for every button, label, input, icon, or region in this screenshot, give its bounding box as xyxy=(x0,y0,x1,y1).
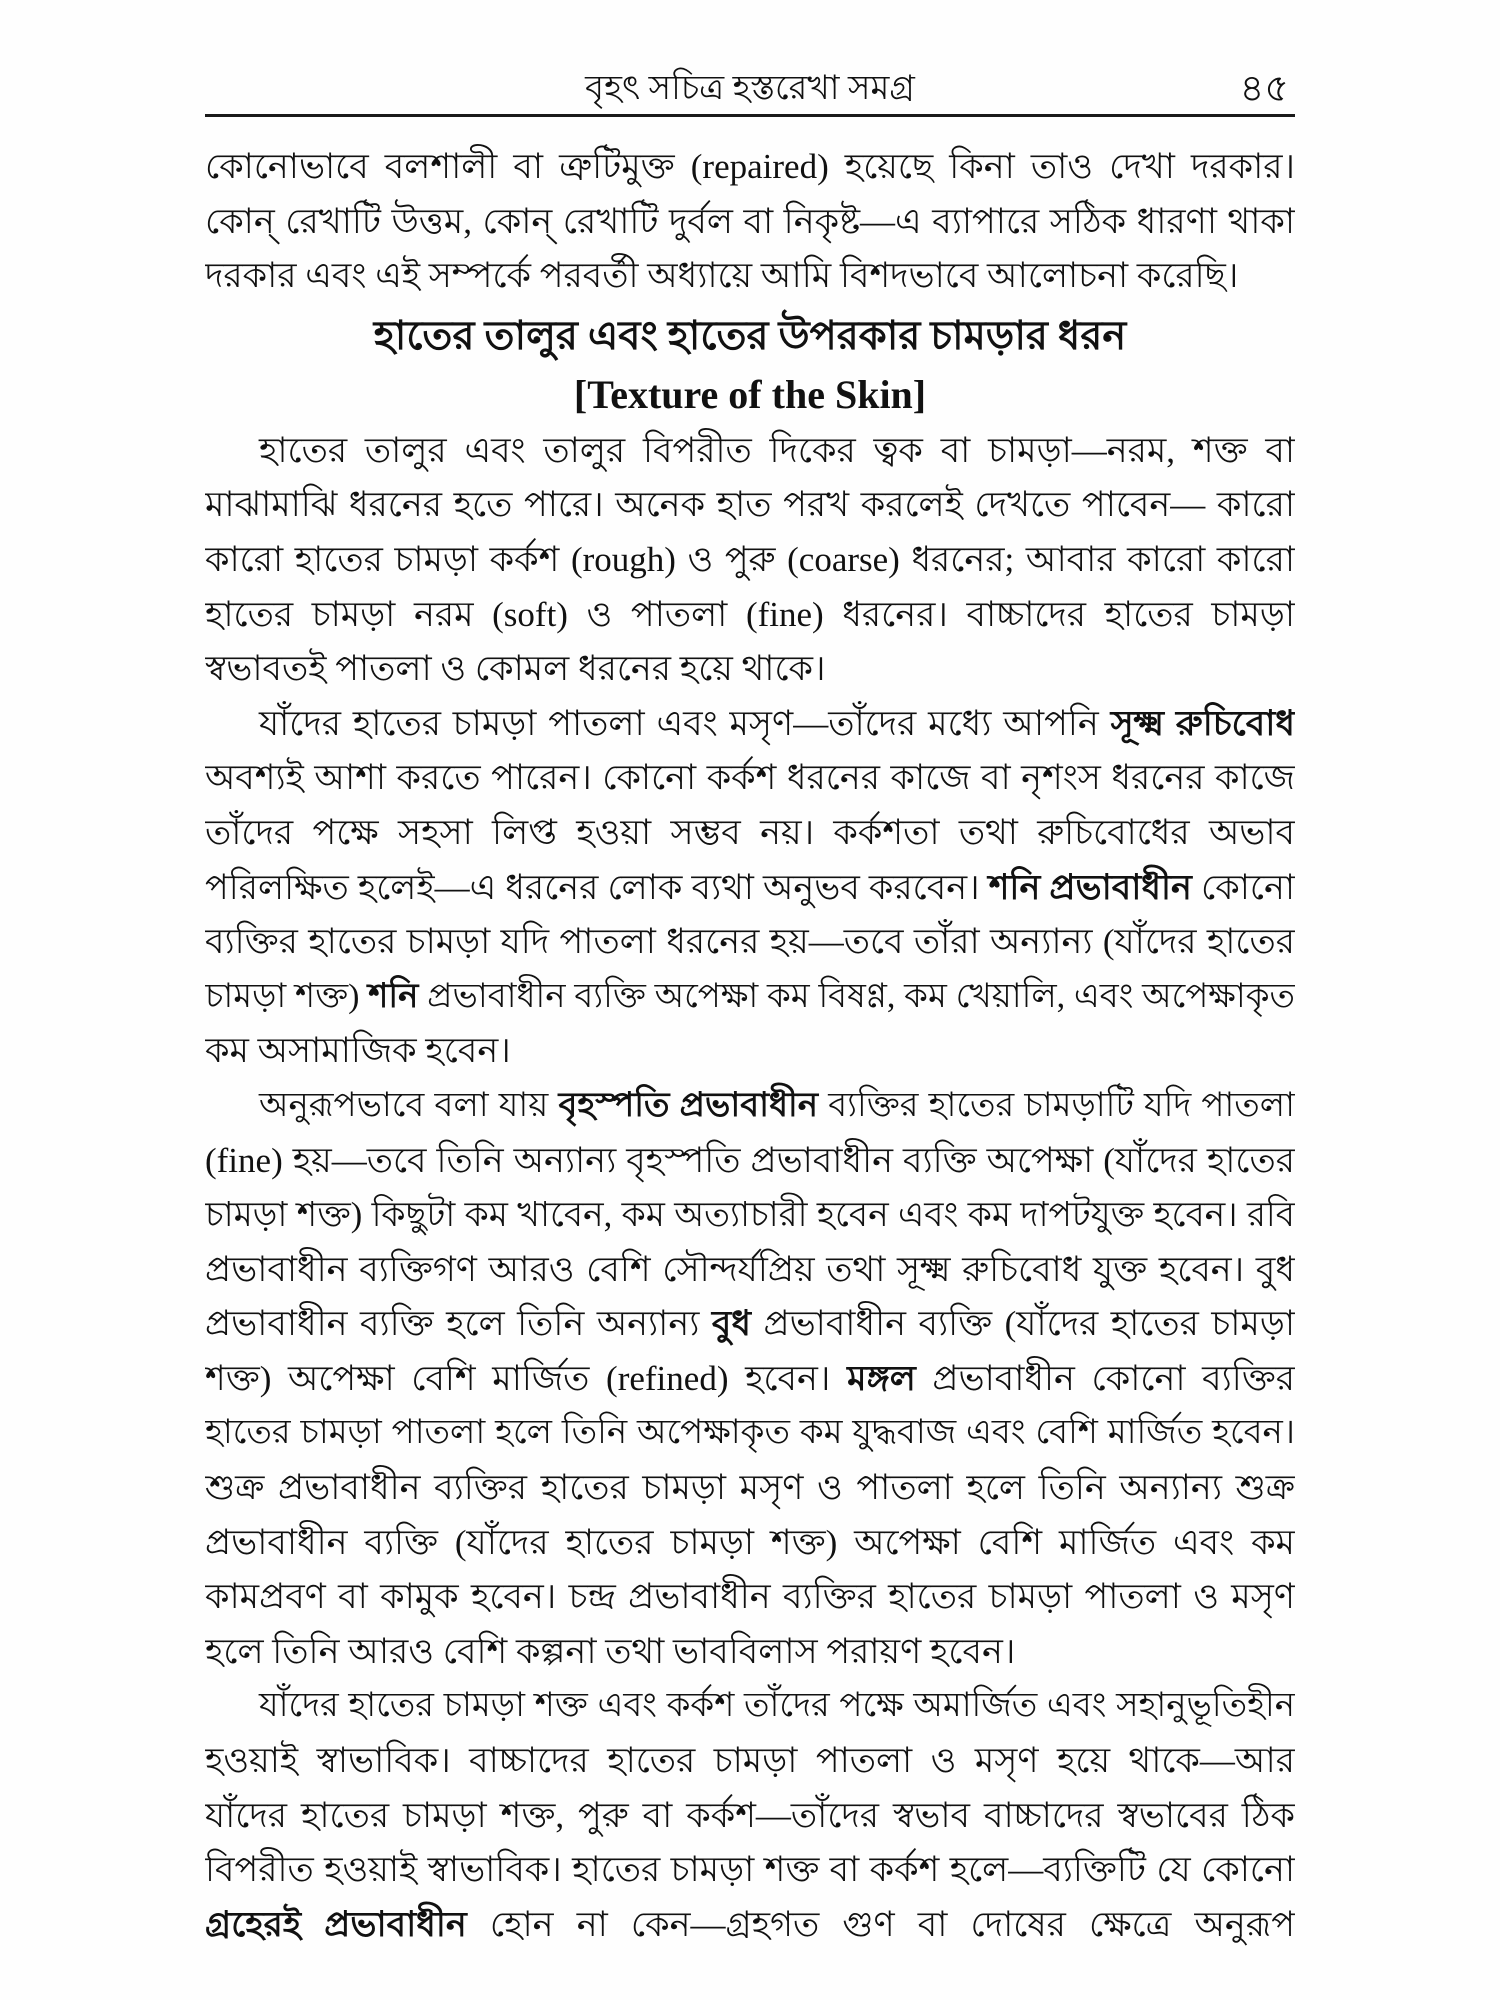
line-text: চামড়া শক্ত) xyxy=(205,977,369,1015)
paragraph-3 xyxy=(205,1079,1295,1680)
line-text: শক্ত) অপেক্ষা বেশি মার্জিত (refined) হবেন। xyxy=(205,1358,848,1398)
line-text: হোন না কেন—গ্রহগত গুণ বা দোষের ক্ষেত্রে অনুরূপ xyxy=(466,1904,1295,1944)
text-line: দরকার এবং এই সম্পর্কে পরবর্তী অধ্যায়ে আমি বিশদভাবে আলোচনা করেছি। xyxy=(205,256,1239,296)
text-line: (fine) হয়—তবে তিনি অন্যান্য বৃহস্পতি প্রভাবাধীন ব্যক্তি অপেক্ষা (যাঁদের হাতের xyxy=(205,1140,1295,1180)
text-line xyxy=(205,1352,1295,1407)
emphasis-text: বুধ xyxy=(711,1304,751,1344)
header-rule xyxy=(205,114,1295,117)
text-line: প্রভাবাধীন ব্যক্তি (যাঁদের হাতের চামড়া শক্ত) অপেক্ষা বেশি মার্জিত এবং কম xyxy=(205,1522,1295,1562)
text-line: অবশ্যই আশা করতে পারেন। কোনো কর্কশ ধরনের কাজে বা নৃশংস ধরনের কাজে xyxy=(205,758,1295,798)
text-line: প্রভাবাধীন ব্যক্তিগণ আরও বেশি সৌন্দর্যপ্রিয় তথা সূক্ষ্ম রুচিবোধ যুক্ত হবেন। বুধ xyxy=(205,1249,1295,1289)
text-line: স্বভাবতই পাতলা ও কোমল ধরনের হয়ে থাকে। xyxy=(205,649,826,689)
text-line: কোনোভাবে বলশালী বা ত্রুটিমুক্ত (repaired) হয়েছে কিনা তাও দেখা দরকার। xyxy=(205,147,1295,186)
line-text: প্রভাবাধীন ব্যক্তি (যাঁদের হাতের চামড়া xyxy=(750,1304,1295,1344)
line-text: ব্যক্তির হাতের চামড়াটি যদি পাতলা xyxy=(818,1086,1295,1124)
text-line: হাতের চামড়া পাতলা হলে তিনি অপেক্ষাকৃত কম যুদ্ধবাজ এবং বেশি মার্জিত হবেন। xyxy=(205,1414,1295,1452)
text-line: যাঁদের হাতের চামড়া শক্ত, পুরু বা কর্কশ—তাঁদের স্বভাব বাচ্চাদের স্বভাবের ঠিক xyxy=(205,1795,1295,1835)
text-line: চামড়া শক্ত) কিছুটা কম খাবেন, কম অত্যাচারী হবেন এবং কম দাপটযুক্ত হবেন। রবি xyxy=(205,1196,1295,1235)
line-text: প্রভাবাধীন ব্যক্তি অপেক্ষা কম বিষণ্ণ, কম খেয়ালি, এবং অপেক্ষাকৃত xyxy=(418,977,1295,1015)
emphasis-text: সূক্ষ্ম রুচিবোধ xyxy=(1110,703,1295,743)
text-line: কম অসামাজিক হবেন। xyxy=(205,1031,511,1071)
paragraph-2 xyxy=(205,697,1295,1079)
text-line: শুক্র প্রভাবাধীন ব্যক্তির হাতের চামড়া মসৃণ ও পাতলা হলে তিনি অন্যান্য শুক্র xyxy=(205,1468,1295,1508)
section-subheading: [Texture of the Skin] xyxy=(573,371,927,417)
text-line: কামপ্রবণ বা কামুক হবেন। চন্দ্র প্রভাবাধীন ব্যক্তির হাতের চামড়া পাতলা ও মসৃণ xyxy=(205,1577,1295,1617)
line-text: অনুরূপভাবে বলা যায় xyxy=(259,1086,559,1124)
body-text xyxy=(205,140,1295,1952)
text-line: হওয়াই স্বাভাবিক। বাচ্চাদের হাতের চামড়া পাতলা ও মসৃণ হয়ে থাকে—আর xyxy=(205,1741,1295,1781)
emphasis-text: গ্রহেরই প্রভাবাধীন xyxy=(205,1904,467,1944)
text-line: মাঝামাঝি ধরনের হতে পারে। অনেক হাত পরখ করলেই দেখতে পাবেন— কারো xyxy=(205,485,1295,525)
paragraph-1 xyxy=(205,424,1295,697)
line-text: পরিলক্ষিত হলেই—এ ধরনের লোক ব্যথা অনুভব করবেন। xyxy=(205,867,989,907)
section-heading: হাতের তালুর এবং হাতের উপরকার চামড়ার ধরন xyxy=(373,312,1127,358)
emphasis-text: শনি প্রভাবাধীন xyxy=(988,867,1192,907)
intro-paragraph xyxy=(205,140,1295,304)
text-line xyxy=(205,1079,1295,1134)
book-title: বৃহৎ সচিত্র হস্তরেখা সমগ্র xyxy=(585,70,915,107)
text-line: তাঁদের পক্ষে সহসা লিপ্ত হওয়া সম্ভব নয়। কর্কশতা তথা রুচিবোধের অভাব xyxy=(205,812,1295,852)
emphasis-text: বৃহস্পতি প্রভাবাধীন xyxy=(558,1086,819,1124)
line-text: কোনো xyxy=(1191,867,1295,907)
text-line: কারো হাতের চামড়া কর্কশ (rough) ও পুরু (coarse) ধরনের; আবার কারো কারো xyxy=(205,539,1295,579)
text-line xyxy=(205,861,1295,916)
line-text: প্রভাবাধীন ব্যক্তি হলে তিনি অন্যান্য xyxy=(205,1304,712,1344)
line-text: যাঁদের হাতের চামড়া পাতলা এবং মসৃণ—তাঁদের মধ্যে আপনি xyxy=(259,703,1111,743)
text-line xyxy=(205,1898,1295,1953)
emphasis-text: মঙ্গল xyxy=(847,1358,916,1398)
running-header xyxy=(205,62,1295,116)
emphasis-text: শনি xyxy=(368,977,419,1015)
text-line: হাতের তালুর এবং তালুর বিপরীত দিকের ত্বক বা চামড়া—নরম, শক্ত বা xyxy=(259,430,1295,470)
text-line: বিপরীত হওয়াই স্বাভাবিক। হাতের চামড়া শক্ত বা কর্কশ হলে—ব্যক্তিটি যে কোনো xyxy=(205,1850,1295,1890)
line-text: প্রভাবাধীন কোনো ব্যক্তির xyxy=(915,1358,1295,1398)
text-line: হাতের চামড়া নরম (soft) ও পাতলা (fine) ধরনের। বাচ্চাদের হাতের চামড়া xyxy=(205,594,1295,634)
text-line: ব্যক্তির হাতের চামড়া যদি পাতলা ধরনের হয়—তবে তাঁরা অন্যান্য (যাঁদের হাতের xyxy=(205,922,1295,962)
text-line xyxy=(205,1297,1295,1352)
paragraph-4 xyxy=(205,1679,1295,1952)
page-number: ৪৫ xyxy=(1239,68,1289,110)
text-line: যাঁদের হাতের চামড়া শক্ত এবং কর্কশ তাঁদের পক্ষে অমার্জিত এবং সহানুভূতিহীন xyxy=(259,1687,1295,1725)
text-line: কোন্ রেখাটি উত্তম, কোন্ রেখাটি দুর্বল বা নিকৃষ্ট—এ ব্যাপারে সঠিক ধারণা থাকা xyxy=(205,201,1295,241)
text-line xyxy=(205,697,1295,752)
text-line: হলে তিনি আরও বেশি কল্পনা তথা ভাববিলাস পরায়ণ হবেন। xyxy=(205,1631,1016,1671)
text-line xyxy=(205,970,1295,1025)
